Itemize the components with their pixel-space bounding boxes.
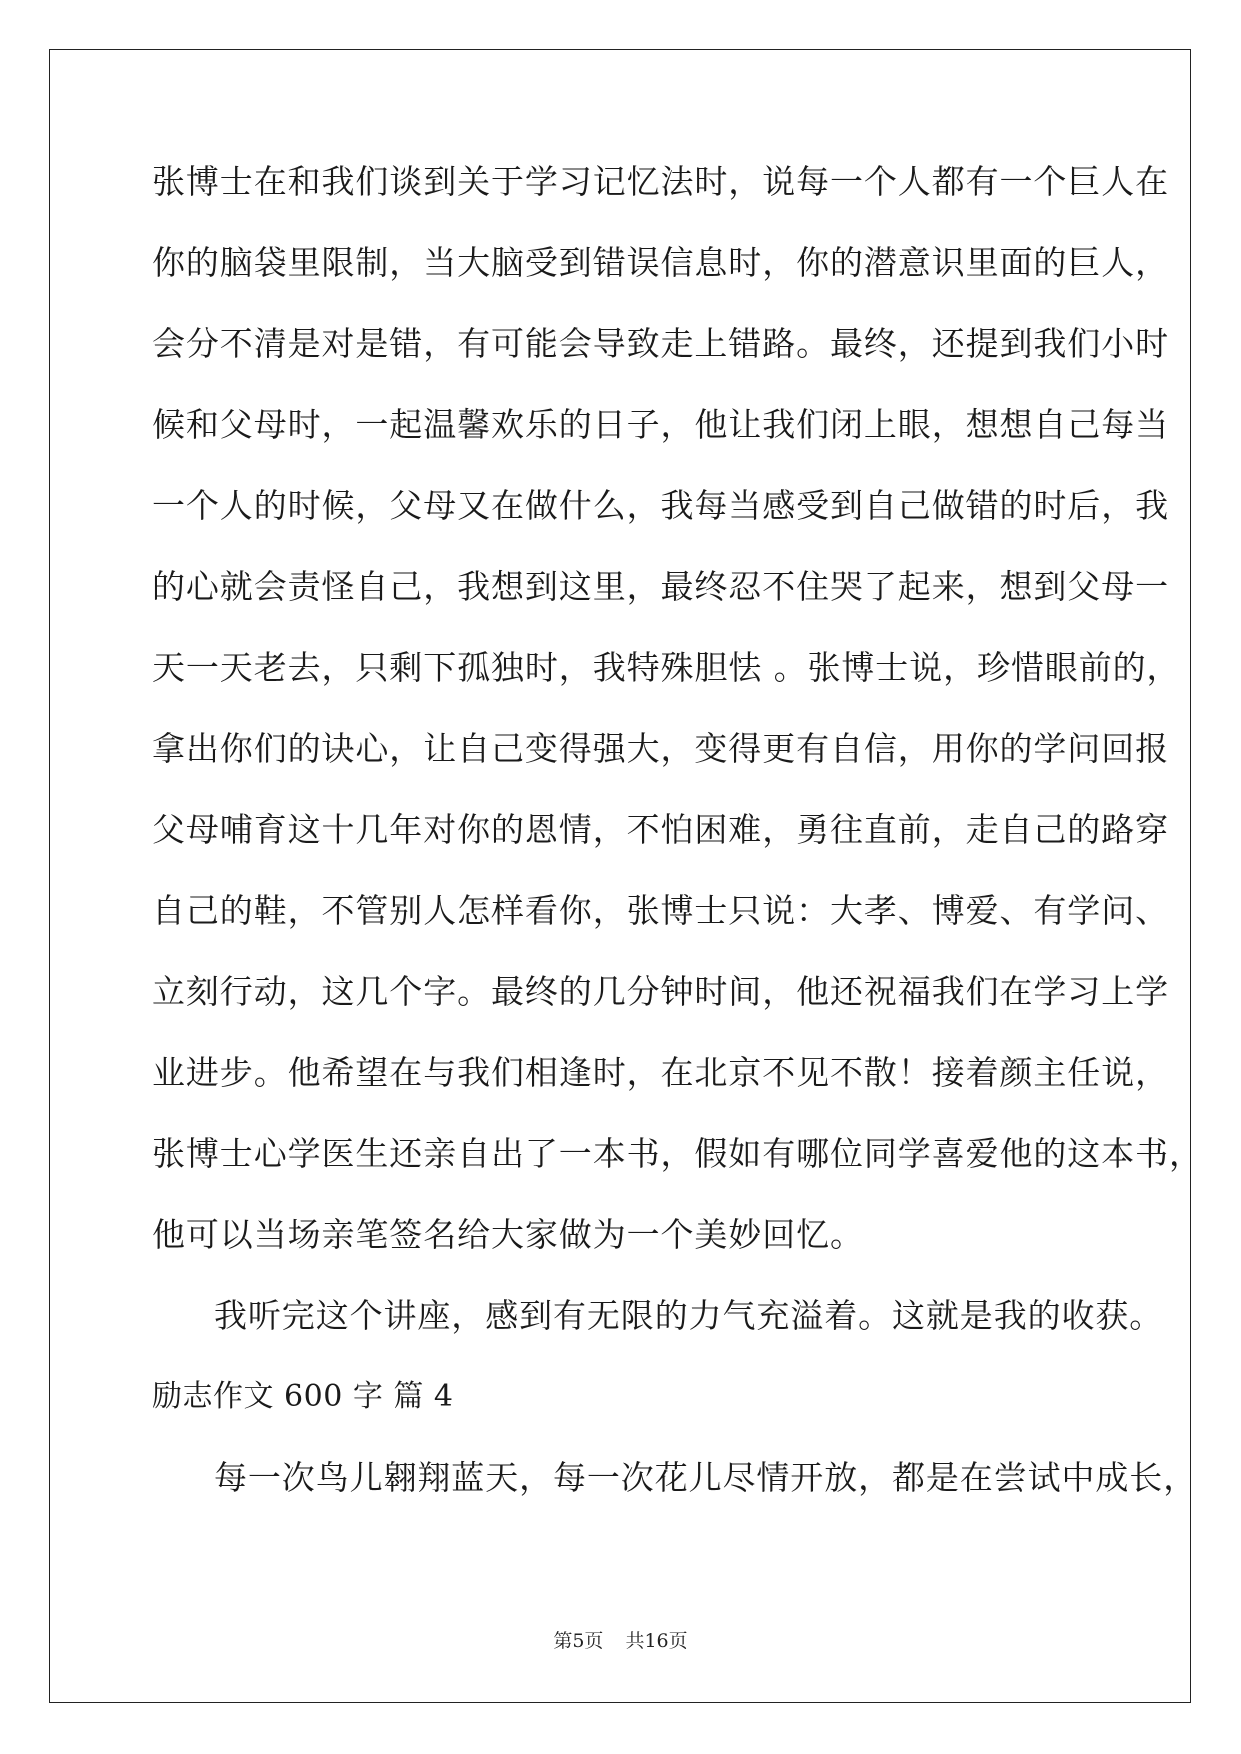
paragraph-line: 一个人的时候，父母又在做什么，我每当感受到自己做错的时后，我: [152, 486, 1169, 525]
paragraph-line: 自己的鞋，不管别人怎样看你，张博士只说：大孝、博爱、有学问、: [152, 891, 1169, 930]
paragraph-line: 张博士在和我们谈到关于学习记忆法时，说每一个人都有一个巨人在: [152, 162, 1169, 201]
paragraph-line: 父母哺育这十几年对你的恩情，不怕困难，勇往直前，走自己的路穿: [152, 810, 1169, 849]
paragraph-line: 拿出你们的诀心，让自己变得强大，变得更有自信，用你的学问回报: [152, 729, 1169, 768]
paragraph-line: 会分不清是对是错，有可能会导致走上错路。最终，还提到我们小时: [152, 324, 1169, 363]
document-body: [152, 162, 1203, 1539]
paragraph-line: 候和父母时，一起温馨欢乐的日子，他让我们闭上眼，想想自己每当: [152, 405, 1169, 444]
page-number-total: 共16页: [625, 1630, 688, 1652]
paragraph-line: 他可以当场亲笔签名给大家做为一个美妙回忆。: [152, 1215, 864, 1254]
paragraph-line: 业进步。他希望在与我们相逢时，在北京不见不散！接着颜主任说，: [152, 1053, 1169, 1092]
paragraph-line: 你的脑袋里限制，当大脑受到错误信息时，你的潜意识里面的巨人，: [152, 243, 1169, 282]
paragraph-line: 的心就会责怪自己，我想到这里，最终忍不住哭了起来，想到父母一: [152, 567, 1169, 606]
page-footer: [0, 1626, 1241, 1653]
paragraph-line: 立刻行动，这几个字。最终的几分钟时间，他还祝福我们在学习上学: [152, 972, 1169, 1011]
page-number-current: 第5页: [553, 1630, 604, 1652]
paragraph-line: 天一天老去，只剩下孤独时，我特殊胆怯 。张博士说，珍惜眼前的，: [152, 648, 1181, 687]
paragraph-line: 张博士心学医生还亲自出了一本书，假如有哪位同学喜爱他的这本书，: [152, 1134, 1203, 1173]
paragraph-line: 我听完这个讲座，感到有无限的力气充溢着。这就是我的收获。: [214, 1296, 1164, 1335]
paragraph-line: 每一次鸟儿翱翔蓝天，每一次花儿尽情开放，都是在尝试中成长，: [214, 1458, 1198, 1497]
section-heading: 励志作文 600 字 篇 4: [152, 1379, 454, 1414]
